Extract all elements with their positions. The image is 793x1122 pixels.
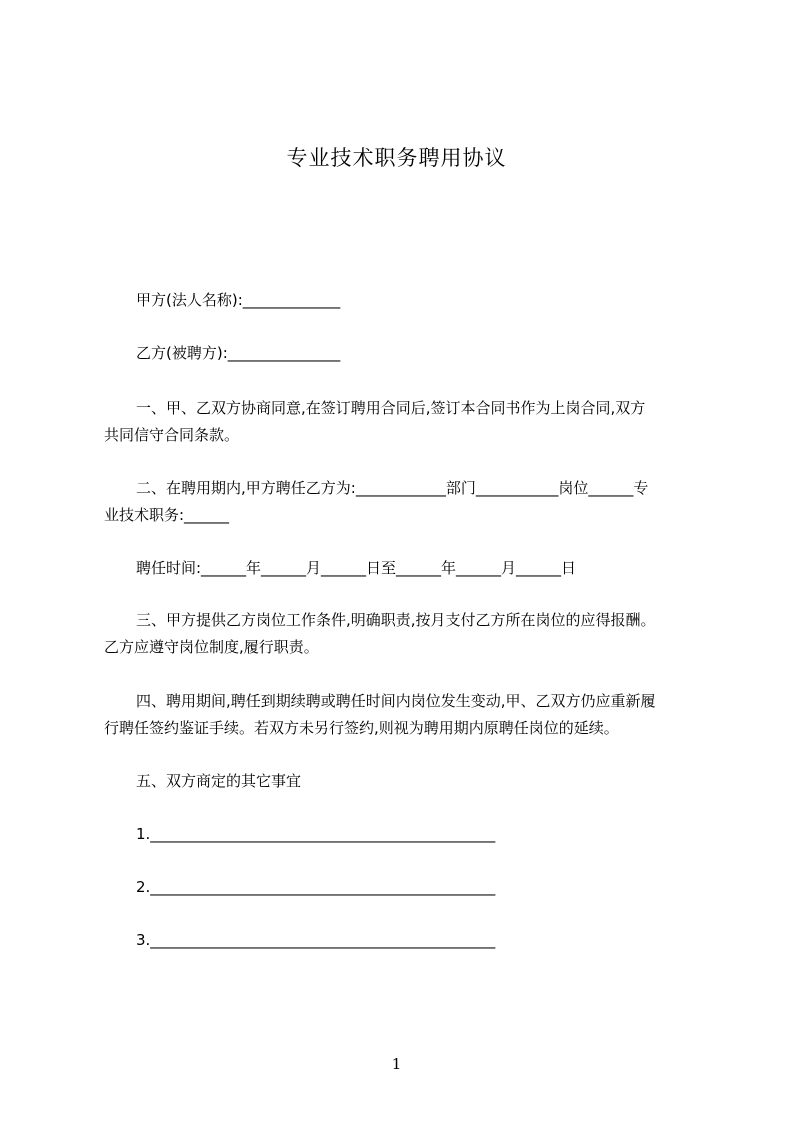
clause-5: 五、双方商定的其它事宜 (136, 772, 302, 790)
party-b-line: 乙方(被聘方):_______________ (136, 344, 341, 362)
clause-1-line-2: 共同信守合同条款。 (104, 426, 240, 444)
clause-4-line-1: 四、聘用期间,聘任到期续聘或聘任时间内岗位发生变动,甲、乙双方仍应重新履 (136, 692, 656, 710)
clause-1-line-1: 一、甲、乙双方协商同意,在签订聘用合同后,签订本合同书作为上岗合同,双方 (136, 399, 646, 417)
clause-3-line-2: 乙方应遵守岗位制度,履行职责。 (104, 638, 319, 656)
clause-2-line-2: 业技术职务:______ (104, 506, 230, 524)
other-item-2: 2.______________________________________________ (136, 878, 496, 896)
other-item-3: 3.______________________________________________ (136, 931, 496, 949)
clause-2-line-1: 二、在聘用期内,甲方聘任乙方为:____________部门___________岗位______专 (136, 479, 649, 497)
clause-4 (104, 688, 704, 742)
clause-1 (104, 395, 704, 449)
appointment-term: 聘任时间:______年______月______日至______年______月______日 (136, 559, 577, 577)
clause-3 (104, 607, 704, 661)
document-title: 专业技术职务聘用协议 (286, 146, 507, 170)
party-a-line: 甲方(法人名称):_____________ (136, 291, 341, 309)
clause-2 (104, 475, 704, 529)
clause-3-line-1: 三、甲方提供乙方岗位工作条件,明确职责,按月支付乙方所在岗位的应得报酬。 (136, 611, 656, 629)
page-number: 1 (391, 1055, 402, 1073)
other-item-1: 1.______________________________________________ (136, 825, 496, 843)
clause-4-line-2: 行聘任签约鉴证手续。若双方未另行签约,则视为聘用期内原聘任岗位的延续。 (104, 719, 619, 737)
